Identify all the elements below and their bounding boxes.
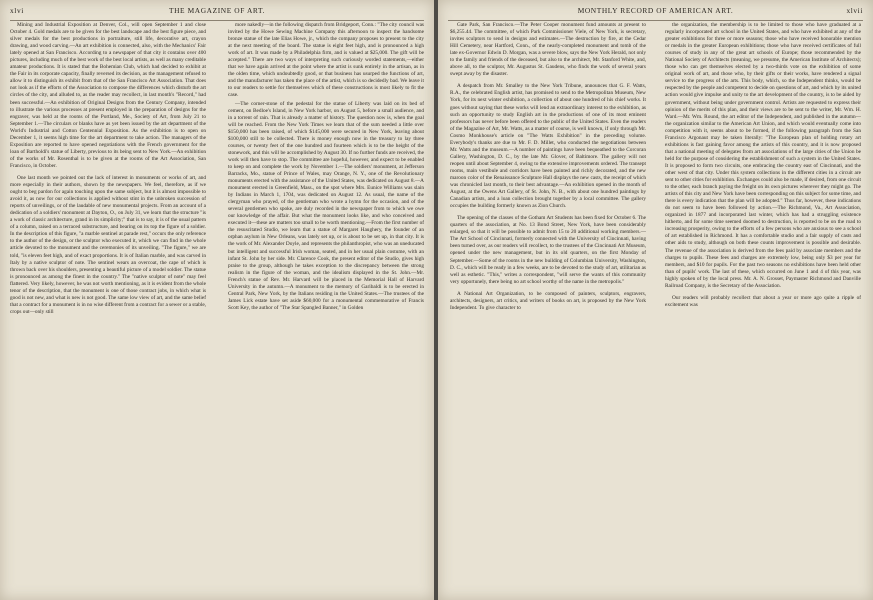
paragraph: the organization, the membership is to be limited to those who have graduated at a regularly incorporated art school in the United States, and who have exhibited at any of the greater exhibitions for three or more seasons; those who have received honorable mention or medals in the greater European exhibitions; those who have received certificates of full courses of study in any of the great art schools of Europe; those recommended by the National Society of Architects (meaning, we presume, the American Institute of Architects); those who can get themselves elected by a two-thirds vote on the exhibition of some original work of art, and those who, by their gifts or their works, have rendered a signal service to the progress of the arts. This body, which, so the Independent thinks, would be respected by the people and competent to decide on questions of art, and which by its united action would give impulse and unity to the art development of the country, is to be aided by government, without being under government control. Artists are requested to express their opinion of the merits of this plan, and their views are to be sent to the writer, Mr. Wm. H. Ward.—Mr. Wm. Round, the art editor of the Independent, and published in the autumn—the organization similar to the American Art Union, and which would eventually come into competition with it, seems about to be formed, if the following paragraph from the San Francisco Argonaut may be taken literally: "The European plan of holding rotary art exhibitions is fast gaining favor among the artists of this country, and it is now proposed that a national meeting of delegates from art associations of the large cities of the Union be held for the purpose of considering the establishment of such a system in the United States. It is proposed to form two circuits, one embracing the country east of Cincinnati, and the other west of that city. Under this system collections in the different cities in a circuit are sent to other cities for exhibition. Exchanges could also be made, if desired, from one circuit to the other, each branch paying the freight on its own pictures wherever they might go. The artists of this city and New York have been corresponding on this subject for some time, and there is every indication that the plan will be adopted." Thus far, however, these indications do not seem to have been followed by action.—The Richmond, Va., Art Association, organized in 1877 and incorporated last winter, which has had a struggling existence hitherto, and for some time seemed doomed to destruction, is reported to be on the road to increasing prosperity, owing to the efforts of a few persons who are anxious to see a school of art established in Richmond. It has a comfortable studio and a fair supply of casts and other aids to study, although on both these counts improvement is possible and desirable. The revenue of the association is derived from the fees paid by associate members and the charges to pupils. These fees and charges are extremely low, being only $3 per year for members, and $10 for pupils. For the past two seasons no exhibitions have been held other than of pupils' work. The last of these, which occurred on June 1 and 4 of this year, was highly spoken of by the local press. Mr. A. N. Grosset, Paymaster Richmond and Danville Railroad Company, is the Secretary of the Association. bbox=[665, 22, 861, 289]
paragraph: Gate Park, San Francisco.—The Peter Cooper monument fund amounts at present to $6,255.44. The committee, of which Park Commissioner Viele, of New York, is secretary, invites sculptors to send in designs and estimates.—The destruction by fire, at the Cedar Hill Cemetery, near Hartford, Conn., of the nearly-completed monument and tomb of the late ex-Governor Edwin D. Morgan, was a severe blow, says the New York Herald, not only to the family and friends of the deceased, but also to the architect, Mr. Stanford White, and, above all, to the sculptor, Mr. Augustus St. Gaudens, who finds the work of several years swept away by the disaster. bbox=[450, 22, 646, 78]
paragraph: —The corner-stone of the pedestal for the statue of Liberty was laid on its bed of cement, on Bedloe's Island, in New York harbor, on August 5, before a small audience, and in a torrent of rain. That is already a matter of history. The question now is, when the goal will be reached. From the New York Times we learn that of the sum needed a little over $150,000 has been raised, of which $145,000 were secured in New York, leaving about $100,000 still to be collected. There is money enough now in the treasury to lay three courses, or twenty feet of the one hundred and fourteen which is to be the height of the stonework, and this will be accomplished by August 30. If no further funds are received, the work will then have to stop. The committee are hopeful, however, and expect to be enabled to keep on and complete the work by November 1.—The soldiers' monument, at Jefferson Barracks, Mo., statue of Prince of Wales, may Orange, N. Y., one of the Revolutionary monuments erected with the assistance of the United States, was dedicated on August 8.—A monument erected in Greenfield, Mass., on the spot where Mrs. Eunice Williams was slain by Indians in March 1, 1704, was dedicated on August 12. As usual, the name of the clergyman who prayed, of the gentleman who wrote a hymn for the occasion, and of the several gentlemen who spoke, are duly recorded in the newspaper from to which we owe our knowledge of the affair. But what the monument looks like, and who conceived and executed it—these are matters too small to be worth mentioning.—From the first number of the resuscitated Studio, we learn that a statue of Margaret Haughery, the founder of an orphan asylum in New Orleans, was lately set up, or is about to be set up, in that city. It is the work of Mr. Alexander Doyle, and represents the philanthropist, who was an uneducated but intelligent and successful Irish woman, seated, and in her usual plain costume, with an infant St. John by her side. Mr. Clarence Cook, the present editor of the Studio, gives high praise to the group, although he takes exception to the discrepancy between the strong realism in the figure of the woman, and the idealism displayed in the St. John.—Mr. French's statue of Rev. Mr. Harvard will be placed in the Memorial Hall of Harvard University in the autumn.—A monument to the memory of Garibaldi is to be erected in Central Park, New York, by the Italians residing in the United States.—The trustees of the James Lick estate have set aside $60,000 for a monumental commemorative of Francis Scott Key, the author of "The Star Spangled Banner," in Golden bbox=[228, 100, 424, 311]
paragraph: Our readers will probably recollect that about a year or more ago quite a ripple of excitement was bbox=[665, 294, 861, 308]
right-column-1 bbox=[450, 22, 646, 594]
right-page bbox=[438, 0, 873, 600]
right-running-head bbox=[448, 6, 863, 18]
left-column-1 bbox=[10, 22, 206, 594]
paragraph: more nakedly—in the following dispatch from Bridgeport, Conn.: "The city council was invited by the Howe Sewing Machine Company this afternoon to inspect the handsome bronze statue of the late Elias Howe, jr., which the company proposes to present to the city at the next meeting of the board. The statue is eight feet high, and is pronounced a high work of art. It was made by a Philadelphia firm, and is valued at $25,000. The gift will be accepted." There are two ways of interpreting such curiously worded statements,—either that we have again arrived at the point where the artist is sunk entirely in the artisan, as in the olden time, which undoubtedly good, or that business has usurped the functions of art, and the manufacturer has taken the place of the artist, which is so decidedly bad. We leave it to our readers to settle for themselves which of these constructions is most likely to fit the case. bbox=[228, 22, 424, 99]
right-column-2 bbox=[665, 22, 861, 594]
left-running-head bbox=[10, 6, 424, 18]
paragraph: Mining and Industrial Exposition at Denver, Col., will open September 1 and close October 4. Gold medals are to be given for the best landscape and the best figure piece, and silver medals for the best productions in portraiture, still life, decorative art, crayon drawing, and wood carving.—An art exhibition is connected, also, with the Mechanics' Fair lately opened at San Francisco. According to a newspaper of that city it contains over 400 pictures, including much of the best work of the best local artists, as well as many creditable amateur productions. It is stated that the Bohemian Club, which had decided to exhibit at the Fair in its corporate capacity, finally reversed its decision, as the management refused to allow it to distinguish its exhibit from that of the San Francisco Art Association. That does not look as if the efforts of the Association to compose the differences which disturb the art circles of the city, and alluded to, as the reader may recollect, in last month's "Record," had been successful.—An exhibition of Original Designs from the Century Company, intended to illustrate the various processes at present employed in the preparation of designs for the engraver, was held at the rooms of the Portland, Me., Society of Art, from July 21 to September 1.—The circulars or blanks have as yet been issued by the art department of the World's Industrial and Cotton Centennial Exposition. As the exhibition is to open on December 1, it seems high time for the art department to take action. The managers of the Exposition are reported to have opened negotiations with the French government for the loan of Bartholdi's statue of Liberty, previous to its being sent to New York.—An exhibition of the works of Mr. Rosenthal is to be given at the rooms of the Art Association, San Francisco, in October. bbox=[10, 22, 206, 169]
right-head-rule bbox=[448, 20, 863, 21]
left-head-rule bbox=[10, 20, 424, 21]
left-page bbox=[0, 0, 434, 600]
right-running-title: MONTHLY RECORD OF AMERICAN ART. bbox=[577, 6, 734, 15]
left-page-number: xlvi bbox=[10, 6, 24, 15]
paragraph: One last month we pointed out the lack of interest in monuments or works of art, and more especially in their authors, shown by the newspapers. We feel, therefore, as if we ought to beg pardon for again touching upon the same subject, but it is almost impossible to avoid it, as now for our collections is applied without stint in the unbroken succession of reports of unveilings, or of the laudable of new monumental projects. From an account of a dedication of a soldiers' monument at Dayton, O., on July 31, we learn that the structure "is a work of classic architecture, grand in its simplicity;" that is to say, it is of the usual pattern of a column, raised on a terraced substructure, and bearing on its top the figure of a soldier. In the description of this figure, "a marble sentinel at parade rest," occurs the only reference to the author of the design, or the sculptor who executed it, which we can find in the whole article devoted to the monument and the ceremonies of its unveiling. "The figure," we are told, "is eleven feet high, and of exact proportions. It is of Italian marble, and was carved in Italy by a native sculptor of note. The sentinel wears an overcoat, the cape of which is thrown back over his shoulders, presenting a beautiful picture of a model soldier. The statue is pronounced as among the finest in the country." The "native sculptor of note" may feel flattered. Very likely, however, he was not worth mentioning, as it is evident from the whole tenor of the description, that the monument is one of those contract jobs, in which what is good is not new, and what is new is not good. The same low view of art, and the same belief that a contract for a monument is in no wise different from a contract for a sewer or a stable, crops out—only still bbox=[10, 174, 206, 315]
paragraph: A National Art Organization, to be composed of painters, sculptors, engravers, architects, designers, art critics, and writers of books on art, is proposed by the New York Independent. To give character to bbox=[450, 290, 646, 311]
paragraph: The opening of the classes of the Gotham Art Students has been fixed for October 6. The quarters of the association, at No. 13 Bond Street, New York, have been considerably enlarged, so that it will be possible to admit from 15 to 20 additional working members.—The Art School of Cincinnati, formerly connected with the University of Cincinnati, having been turned over, as our readers will recollect, to the trustees of the Cincinnati Art Museum, opened under the new management, but in its old quarters, on the first Monday of September.—Some of the rooms in the new building of Columbian University, Washington, D. C., which will be ready in a few weeks, are to be devoted to the study of art, utilitarian as well as esthetic. "This," writes a correspondent, "will serve the wants of this community very opportunely, there being no art school worthy of the name in the metropolis." bbox=[450, 215, 646, 285]
paragraph: A despatch from Mr. Smalley to the New York Tribune, announces that G. F. Watts, R.A., the celebrated English artist, has promised to send to the Metropolitan Museum, New York, for its next winter exhibition, a collection of about one hundred of his chief works. It goes without saying that these works will lend an extraordinary interest to the exhibition, as such an opportunity to study English art in the productions of one of its most eminent professors has never before been offered to the public of the United States. Even the readers of the Magazine of Art, Mr. Watts, as a matter of course, is well known, if only through Mr. Cosmo Monkhouse's article on "The Watts Exhibition" in the preceding volume. Everybody's thanks are due to Mr. F. D. Millet, who conducted the negotiations between Mr. Watts and the museum.—A number of paintings have been bequeathed to the Corcoran Gallery, Washington, D. C., by the late Mr. Glover, of Baltimore. The gallery will not reopen until about September 4, owing to the extensive improvements ordered. The transept rooms, main vestibule and corridors have been painted and richly decorated, and the new maroon color of the Renaissance Sculpture Hall displays the new casts, the receipt of which was chronicled last month, to their best advantage.—An exhibition opened in the month of August, at the Owens Art Gallery, of St. John, N. B., with about one hundred paintings by Canadian artists, and a loan collection brought together by a local committee. The gallery occupies the building formerly known as Zion Church. bbox=[450, 83, 646, 210]
left-column-2 bbox=[228, 22, 424, 594]
left-running-title: THE MAGAZINE OF ART. bbox=[169, 6, 265, 15]
right-page-number: xlvii bbox=[846, 6, 863, 15]
